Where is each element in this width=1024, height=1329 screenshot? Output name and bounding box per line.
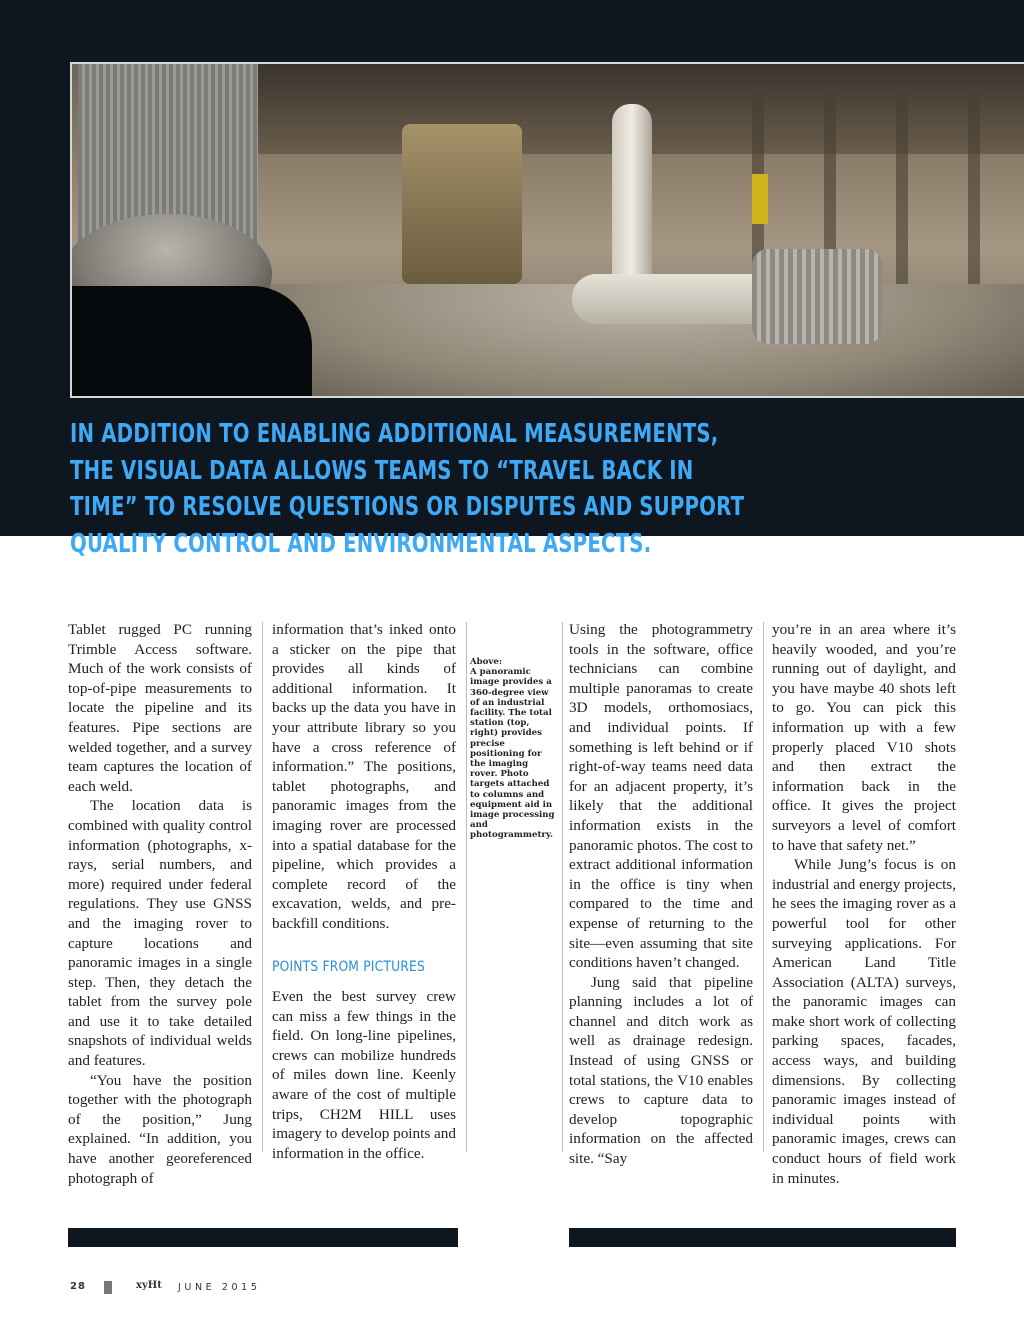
column-4 [772,620,956,1188]
column-rule [262,622,263,1152]
column-rule [562,622,563,1152]
paragraph: “You have the position together with the photograph of the position,” Jung explained. “In addition, you have another georeferenced photograph of [68,1071,252,1187]
footer-bar-right [569,1228,956,1247]
column-3 [569,620,753,1169]
photo-tripod [752,174,768,224]
photo-machine [402,124,522,284]
paragraph: While Jung’s focus is on industrial and energy projects, he sees the imaging rover as a powerful tool for other surveying applications. For American Land Title Association (ALTA) surveys, the panoramic images can make short work of collecting parking spaces, facades, access ways, and building dimensions. By collecting panoramic images instead of individual points with panoramic images, crews can conduct hours of field work in minutes. [772,856,956,1187]
photo-horizontal-pipe [572,274,782,324]
column-1 [68,620,252,1188]
footer-bar-left [68,1228,458,1247]
caption-text: A panoramic image provides a 360-degree view of an industrial facility. The total station (top, right) provides precise positioning for the imaging rover. Photo targets attached to columns and equipment aid in image processing and photogrammetry. [470,667,555,841]
page-number: 28 [70,1281,86,1292]
photo-caption [470,657,558,841]
issue-date: JUNE 2015 [178,1282,261,1293]
caption-label: Above: [470,657,503,667]
section-subhead: POINTS FROM PICTURES [272,958,425,975]
paragraph: Jung said that pipeline planning includes a lot of channel and ditch work as well as drainage redesign. Instead of using GNSS or total stations, the V10 enables crews to capture data to develop topographic information on the affected site. “Say [569,973,753,1168]
paragraph: information that’s inked onto a sticker on the pipe that provides all kinds of additional information. It backs up the data you have in your attribute library so you have a cross reference of information.” The positions, tablet photographs, and panoramic images from the imaging rover are processed into a spatial database for the pipeline, which provides a complete record of the excavation, welds, and pre-backfill conditions. [272,621,456,932]
paragraph: Using the photogrammetry tools in the software, office technicians can combine multiple panoramas to create 3D models, orthomosiacs, and individual points. If something is left behind or if right-of-way teams need data for an adjacent property, it’s likely that the additional information exists in the panoramic photos. The cost to extract additional information in the office is tiny when compared to the time and expense of returning to the site—even assuming that site conditions haven’t changed. [569,621,753,972]
paragraph: The location data is combined with quality control information (photographs, x-rays, serial numbers, and more) required under federal regulations. They use GNSS and the imaging rover to capture locations and panoramic images in a single step. Then, they detach the tablet from the survey pole and use it to take detailed snapshots of individual welds and features. [68,797,252,1070]
paragraph: you’re in an area where it’s heavily wooded, and you’re running out of daylight, and you have maybe 40 shots left to go. You can pick this information up with a few properly placed V10 shots and then extract the information back in the office. It gives the project surveyors a level of comfort to have that safety net.” [772,621,956,854]
column-rule [763,622,764,1152]
column-2 [272,620,456,1163]
panoramic-facility-photo [70,62,1024,398]
column-rule [466,622,467,1152]
photo-motor [752,249,882,344]
hero-banner [0,0,1024,559]
pull-quote: IN ADDITION TO ENABLING ADDITIONAL MEASUREMENTS, THE VISUAL DATA ALLOWS TEAMS TO “TRAVEL BACK IN TIME” TO RESOLVE QUESTIONS OR DISPUTES AND SUPPORT QUALITY CONTROL AND ENVIRONMENTAL ASPECTS. [70,419,745,559]
photo-dark-corner [72,286,312,398]
paragraph: Even the best survey crew can miss a few things in the field. On long-line pipelines, crews can mobilize hundreds of miles down line. Keenly aware of the cost of multiple trips, CH2M HILL uses imagery to develop points and information in the office. [272,988,456,1162]
publication-logo: xyHt [136,1280,162,1291]
footer-mark [104,1281,112,1294]
paragraph: Tablet rugged PC running Trimble Access software. Much of the work consists of top-of-pipe measurements to locate the pipeline and its features. Pipe sections are welded together, and a survey team captures the location of each weld. [68,621,252,795]
